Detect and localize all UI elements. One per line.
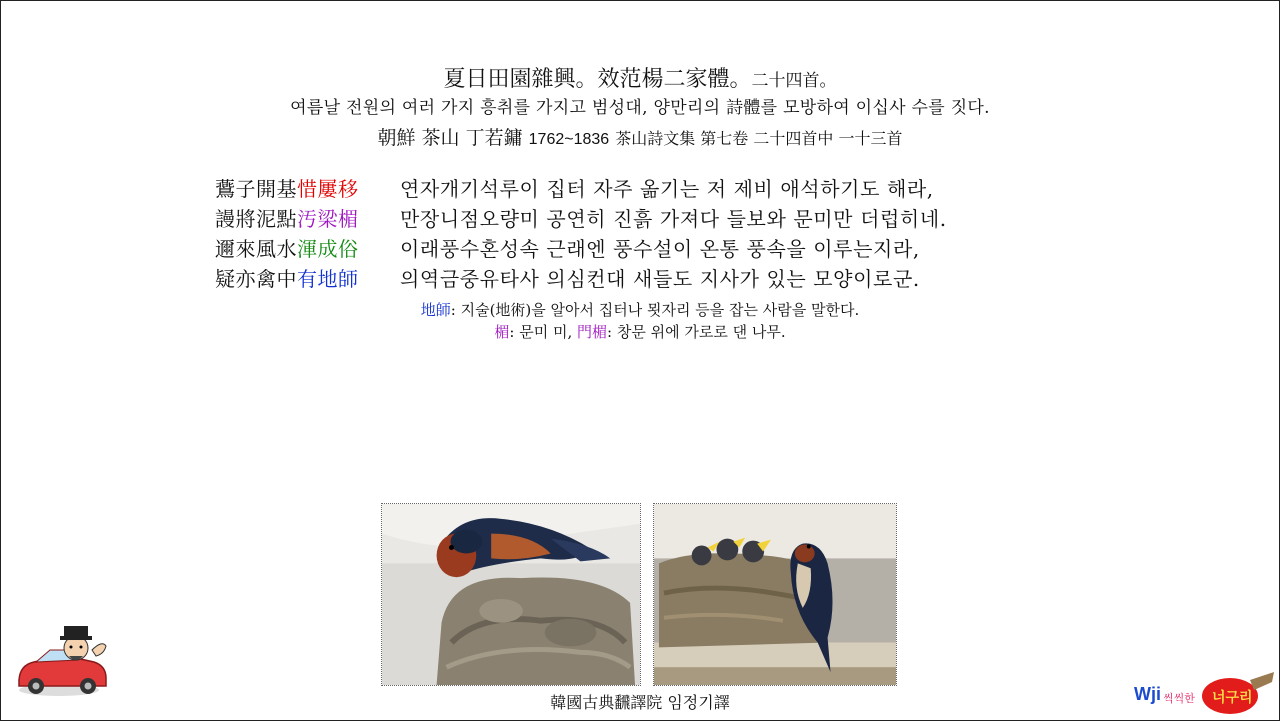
raccoon-logo-icon [1200,666,1276,716]
korean-translation: 연자개기석루이 집터 자주 옮기는 저 제비 애석하기도 해라, [400,177,934,201]
poem-line [0,174,1280,204]
title-count: 二十四首。 [751,71,837,91]
hanja-highlight: 渾成俗 [297,237,359,261]
annotation-note-2 [0,321,1280,343]
hanja-plain: 謾將泥點 [215,207,297,231]
note-keyword: 楣 [494,323,510,341]
poem-line [0,204,1280,234]
hanja-verse [215,264,387,294]
note-keyword: 門楣 [577,323,608,341]
hanja-verse [215,174,387,204]
logo-small-text: 씩씩한 [1163,692,1195,705]
hanja-plain: 疑亦禽中 [215,267,297,291]
logo-text: Wji [1134,684,1161,704]
poem-line [0,264,1280,294]
author-years: 1762~1836 [528,131,610,148]
author-line [0,124,1280,154]
translation-credit: 韓國古典飜譯院 임정기譯 [550,693,730,712]
title-main: 夏日田園雜興。效范楊二家體。 [443,67,752,92]
hanja-plain: 邇來風水 [215,237,297,261]
note-keyword: 地師 [420,301,451,319]
swallow-on-nest-photo [381,503,641,686]
korean-translation: 이래풍수혼성속 근래엔 풍수설이 온통 풍속을 이루는지라, [400,237,920,261]
note-text: : 문미 미, [509,323,578,341]
hanja-highlight: 有地師 [297,267,359,291]
korean-translation: 의역금중유타사 의심컨대 새들도 지사가 있는 모양이로군. [400,267,920,291]
source-text: 茶山詩文集 第七卷 二十四首中 一十三首 [615,129,903,148]
mascot-car-icon [14,620,114,700]
author-name: 朝鮮 茶山 丁若鏞 [377,127,523,149]
poem-subtitle: 여름날 전원의 여러 가지 흥취를 가지고 범성대, 양만리의 詩體를 모방하여 이십사 수를 짓다. [290,98,990,118]
hanja-verse [215,204,387,234]
poem-line [0,234,1280,264]
note-text: : 지술(地術)을 알아서 집터나 묏자리 등을 잡는 사람을 말한다. [450,301,860,319]
korean-translation: 만장니점오량미 공연히 진흙 가져다 들보와 문미만 더럽히네. [400,207,947,231]
poem-title [0,66,1280,95]
note-text: : 창문 위에 가로로 댄 나무. [607,323,786,341]
hanja-verse [215,234,387,264]
hanja-highlight: 惜屢移 [297,177,359,201]
swallow-feeding-chicks-photo [653,503,897,686]
logo-badge-text: 너구리 [1212,690,1253,706]
annotation-note-1 [0,299,1280,321]
hanja-highlight: 汚梁楣 [297,207,359,231]
hanja-plain: 鷰子開基 [215,177,297,201]
